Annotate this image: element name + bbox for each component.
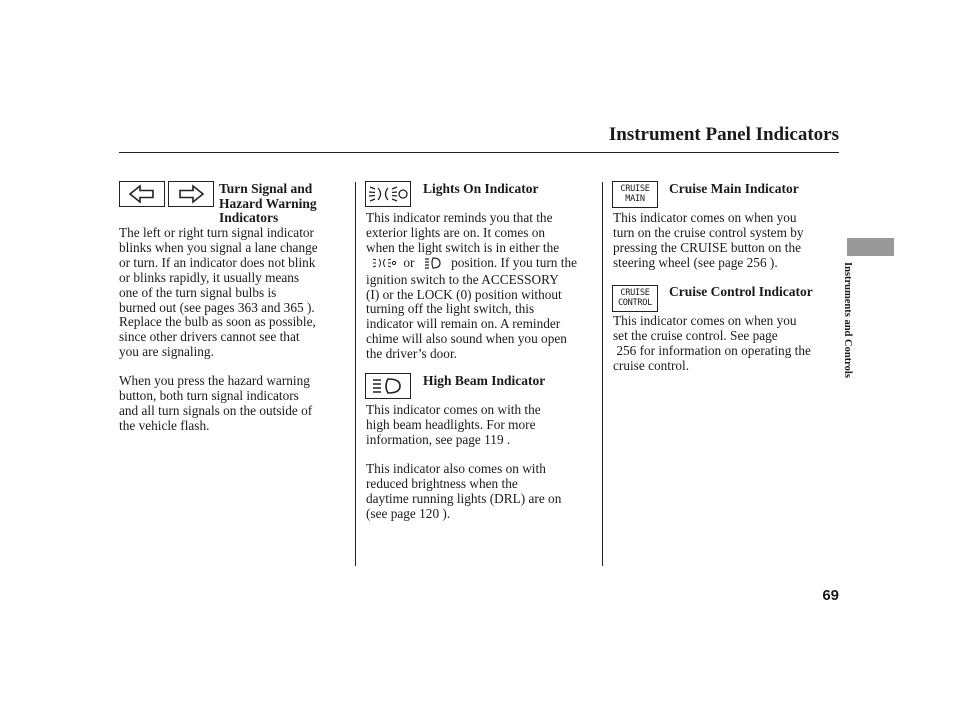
page-title: Instrument Panel Indicators — [608, 124, 839, 145]
cruise-main-icon: CRUISE MAIN — [612, 181, 658, 208]
title-divider — [119, 152, 839, 153]
hazard-description: When you press the hazard warning button, both turn signal indicators and all turn signals on the outside of the vehicle flash. — [119, 373, 313, 433]
drl-description: This indicator also comes on with reduced brightness when the daytime running lights (DRL) are on (see page 120 ). — [366, 461, 562, 521]
cruise-main-description: This indicator comes on when you turn on the cruise control system by pressing the CRUISE button on the steering wheel (see page 256 ). — [613, 210, 804, 270]
column-divider — [602, 182, 603, 566]
turn-signal-heading: Turn Signal and Hazard Warning Indicators — [219, 181, 317, 225]
cruise-main-heading: Cruise Main Indicator — [669, 181, 799, 196]
high-beam-heading: High Beam Indicator — [423, 373, 546, 388]
section-tab — [847, 238, 894, 256]
high-beam-description: This indicator comes on with the high beam headlights. For more information, see page 119 . — [366, 402, 541, 447]
lights-on-description: This indicator reminds you that the exterior lights are on. It comes on when the light switch is in either the or position. If you turn the ignition switch to the ACCESSORY (I) or the LOCK (0) position without turning off the light switch, this indicator will remain on. A reminder chime will also sound when you open the driver’s door. — [366, 210, 577, 362]
turn-signal-right-icon — [168, 181, 214, 207]
section-tab-label: Instruments and Controls — [842, 262, 853, 378]
parking-lights-icon — [372, 257, 396, 273]
headlights-icon — [424, 257, 442, 273]
lights-on-icon — [365, 181, 411, 207]
column-divider — [355, 182, 356, 566]
cruise-control-heading: Cruise Control Indicator — [669, 284, 813, 299]
lights-on-heading: Lights On Indicator — [423, 181, 539, 196]
turn-signal-description: The left or right turn signal indicator blinks when you signal a lane change or turn. If an indicator does not blink or blinks rapidly, it usually means one of the turn signal bulbs is burned out (see pages 363 and 365 ). Replace the bulb as soon as possible, since other drivers cannot see that you are signaling. — [119, 225, 318, 360]
cruise-control-icon: CRUISE CONTROL — [612, 285, 658, 312]
page-number: 69 — [822, 587, 839, 604]
cruise-control-description: This indicator comes on when you set the cruise control. See page 256 for information on operating the cruise control. — [613, 313, 811, 373]
turn-signal-left-icon — [119, 181, 165, 207]
high-beam-icon — [365, 373, 411, 399]
